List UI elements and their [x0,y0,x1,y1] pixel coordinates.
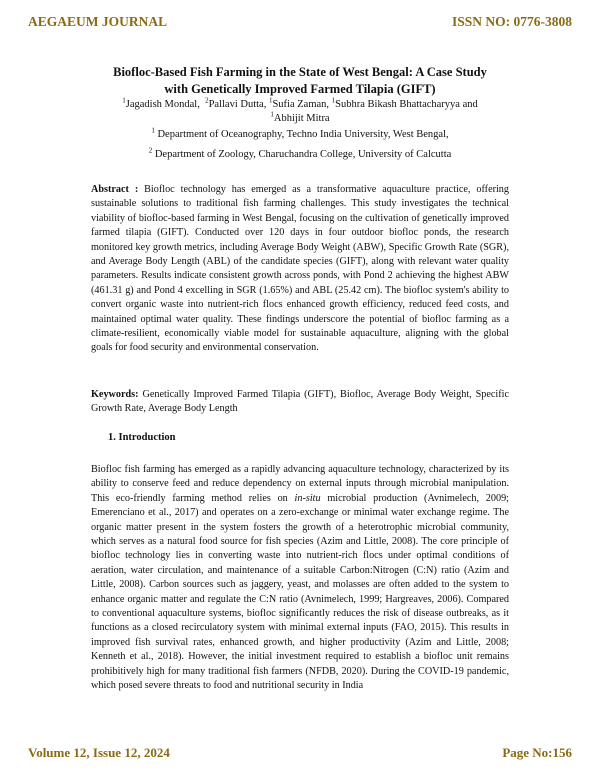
abstract-label: Abstract : [91,184,139,195]
keywords-text: Genetically Improved Farmed Tilapia (GIFT), Biofloc, Average Body Weight, Specific Growth Rate, Average Body Length [91,389,509,415]
keywords [91,388,509,417]
abstract [91,183,509,356]
title-line-1: Biofloc-Based Fish Farming in the State of West Bengal: A Case Study [113,65,487,79]
journal-name: AEGAEUM JOURNAL [28,14,168,29]
author: $^1$Abhijit Mitra [270,110,330,124]
affiliation-1: $^1$ Department of Oceanography, Techno India University, West Bengal, [151,126,449,140]
volume-issue: Volume 12, Issue 12, 2024 [28,745,170,760]
title-line-2: with Genetically Improved Farmed Tilapia (GIFT) [164,82,436,96]
author: $^1$Subhra Bikash Bhattacharyya and [331,96,478,110]
section-heading-introduction: 1. Introduction [108,432,176,443]
author: $^2$Pallavi Dutta, [205,96,267,110]
author: $^1$Sufia Zaman, [268,96,330,110]
issn-number: ISSN NO: 0776-3808 [451,14,572,29]
page-number: Page No:156 [502,745,572,760]
affiliation-2: $^2$ Department of Zoology, Charuchandra College, University of Calcutta [148,146,452,160]
in-situ-term: in-situ [294,492,321,504]
author: $^1$Jagadish Mondal, [122,96,200,110]
introduction-paragraph: Biofloc fish farming has emerged as a rapidly advancing aquaculture technology, characterized by its ability to conserve feed and reduce dependency on external inputs through microbial manipulation. This eco-friendly farming method relies on in-situ microbial production (Avnimelech, 2009; Emerenciano et al., 2017) and operates on a zero-exchange or minimal water exchange regime. The organic matter present in the system fosters the growth of a heterotrophic microbial community, which serves as a natural food source for fish species (Azim and Little, 2008). The core principle of biofloc technology lies in converting waste into nutrient-rich flocs under optimal conditions of aeration, water circulation, and maintenance of a suitable Carbon:Nitrogen (C:N) ratio (Azim and Little, 2008). Carbon sources such as jaggery, yeast, and molasses are often added to the system to enhance organic matter and regulate the C:N ratio (Avnimelech, 1999; Hargreaves, 2006). Compared to conventional aquaculture systems, biofloc significantly reduces the risk of disease outbreaks, as it functions as a closed recirculatory system with minimal external inputs (FAO, 2015). This results in improved fish survival rates, enhanced growth, and higher productivity (Azim and Little, 2008; Kenneth et al., 2018). However, the initial investment required to establish a biofloc unit remains prohibitively high for many traditional fish farmers (NFDB, 2020). During the COVID-19 pandemic, which posed severe threats to food and nutritional security in India [91,464,509,692]
author-list [90,98,510,126]
abstract-text: Biofloc technology has emerged as a transformative aquaculture practice, offering sustainable solutions to traditional fish farming challenges. This study investigates the technical viability of biofloc-based farming in West Bengal, focusing on the cultivation of genetically improved farmed tilapia (GIFT). Conducted over 120 days in four outdoor biofloc ponds, the research monitored key growth metrics, including Average Body Weight (ABW), Specific Growth Rate (SGR), and Average Body Length (ABL) of the candidate species (GIFT), along with relevant water quality parameters. Results indicate consistent growth across ponds, with Pond 2 achieving the highest ABW (461.31 g) and Pond 4 excelling in SGR (1.65%) and ABL (25.42 cm). The biofloc system's ability to convert organic waste into nutrient-rich flocs enhanced growth efficiency, reduced feed costs, and maintained optimal water quality. These findings underscore the potential of biofloc farming as a climate-resilient, economically viable model for sustainable aquaculture, aligning with the global goals for food security and environmental conservation. [91,184,509,354]
paper-title [60,64,540,98]
keywords-label: Keywords: [91,389,139,400]
